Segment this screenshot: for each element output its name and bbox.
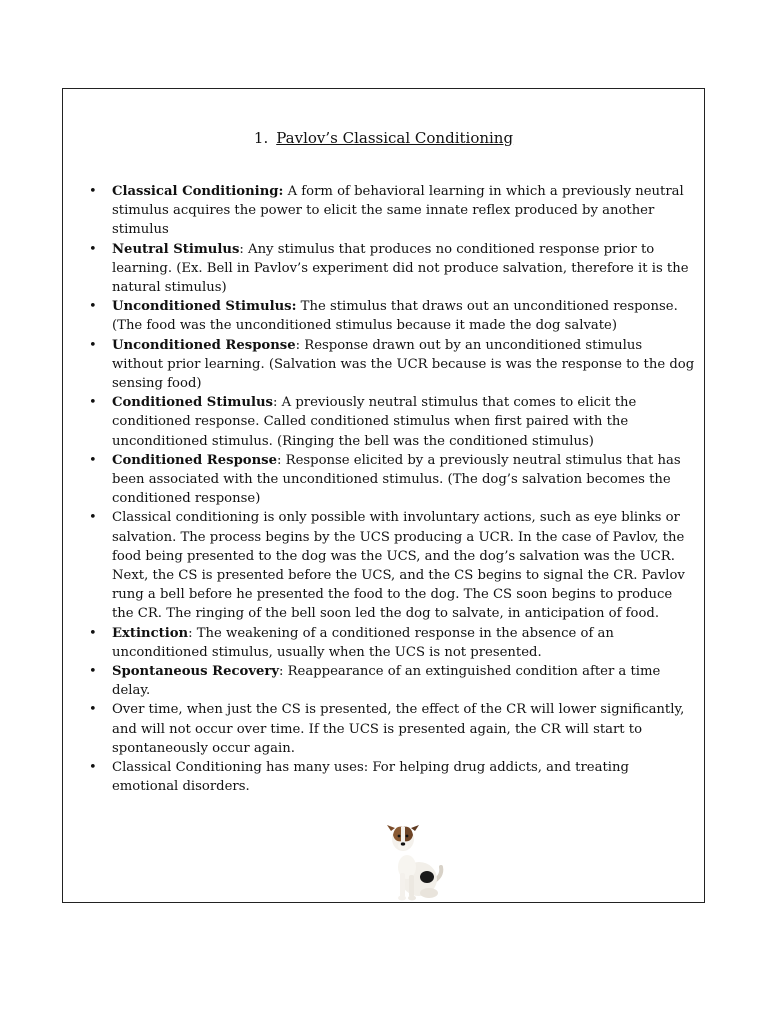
bullet-icon: • xyxy=(89,510,97,526)
list-item-text: : Reappearance of an extinguished condition after a time delay. xyxy=(112,664,661,699)
list-item xyxy=(89,700,696,758)
bullet-icon: • xyxy=(89,664,97,680)
list-item xyxy=(89,508,696,623)
list-item-text: : A previously neutral stimulus that comes to elicit the conditioned response. Called conditioned stimulus when first paired with the unconditioned stimulus. (Ringing the bell was the conditioned stimulus) xyxy=(112,395,637,449)
bullet-icon: • xyxy=(89,241,97,257)
list-item-text: : Any stimulus that produces no conditioned response prior to learning. (Ex. Bell in Pavlov’s experiment did not produce salvation, therefore it is the natural stimulus) xyxy=(112,241,689,296)
title-number: 1. xyxy=(253,129,269,147)
list-item-text: Over time, when just the CS is presented, the effect of the CR will lower significantly, and will not occur over time. If the UCS is presented again, the CR will start to spontaneously occur again. xyxy=(112,702,685,756)
definition-list xyxy=(89,182,696,797)
list-item xyxy=(89,451,696,509)
list-item xyxy=(89,758,696,796)
list-item-term: Conditioned Response xyxy=(112,452,277,468)
list-item xyxy=(89,336,696,394)
content-frame xyxy=(62,88,705,903)
list-item-term: Spontaneous Recovery xyxy=(112,664,279,680)
list-item-term: Extinction xyxy=(112,625,189,641)
list-item xyxy=(89,182,696,240)
list-item xyxy=(89,297,696,335)
list-item-text: Classical conditioning is only possible with involuntary actions, such as eye blinks or salvation. The process begins by the UCS producing a UCR. In the case of Pavlov, the food being presented to the dog was the UCS, and the dog’s salvation was the UCR. Next, the CS is presented before the UCS, and the CS begins to signal the CR. Pavlov rung a bell before he presented the food to the dog. The CS soon begins to produce the CR. The ringing of the bell soon led the dog to salvate, in anticipation of food. xyxy=(112,510,685,622)
title-text: Pavlov’s Classical Conditioning xyxy=(276,129,514,147)
list-item-text: The stimulus that draws out an unconditioned response. (The food was the unconditioned stimulus because it made the dog salvate) xyxy=(112,299,678,334)
list-item-term: Neutral Stimulus xyxy=(112,241,240,257)
page-title xyxy=(63,129,704,147)
bullet-icon: • xyxy=(89,337,97,353)
list-item-term: Conditioned Stimulus xyxy=(112,395,273,411)
list-item xyxy=(89,393,696,451)
bullet-icon: • xyxy=(89,760,97,776)
list-item-text: A form of behavioral learning in which a previously neutral stimulus acquires the power to elicit the same innate reflex produced by another stimulus xyxy=(112,184,684,238)
dog-illustration xyxy=(381,817,451,903)
list-item xyxy=(89,624,696,662)
list-item-text: : Response elicited by a previously neutral stimulus that has been associated with the unconditioned stimulus. (The dog’s salvation becomes the conditioned response) xyxy=(112,452,681,507)
list-item-text: : Response drawn out by an unconditioned stimulus without prior learning. (Salvation was the UCR because is was the response to the dog sensing food) xyxy=(112,337,695,392)
bullet-icon: • xyxy=(89,702,97,718)
list-item-term: Classical Conditioning: xyxy=(112,184,284,199)
list-item-term: Unconditioned Stimulus: xyxy=(112,299,297,315)
list-item-text: : The weakening of a conditioned response in the absence of an unconditioned stimulus, usually when the UCS is not presented. xyxy=(112,625,614,660)
bullet-icon: • xyxy=(89,625,97,641)
bullet-icon: • xyxy=(89,184,97,199)
list-item xyxy=(89,240,696,298)
list-item xyxy=(89,662,696,700)
list-item-term: Unconditioned Response xyxy=(112,337,296,353)
bullet-icon: • xyxy=(89,452,97,468)
bullet-icon: • xyxy=(89,299,97,315)
bullet-icon: • xyxy=(89,395,97,411)
list-item-text: Classical Conditioning has many uses: For helping drug addicts, and treating emotional disorders. xyxy=(112,760,629,795)
